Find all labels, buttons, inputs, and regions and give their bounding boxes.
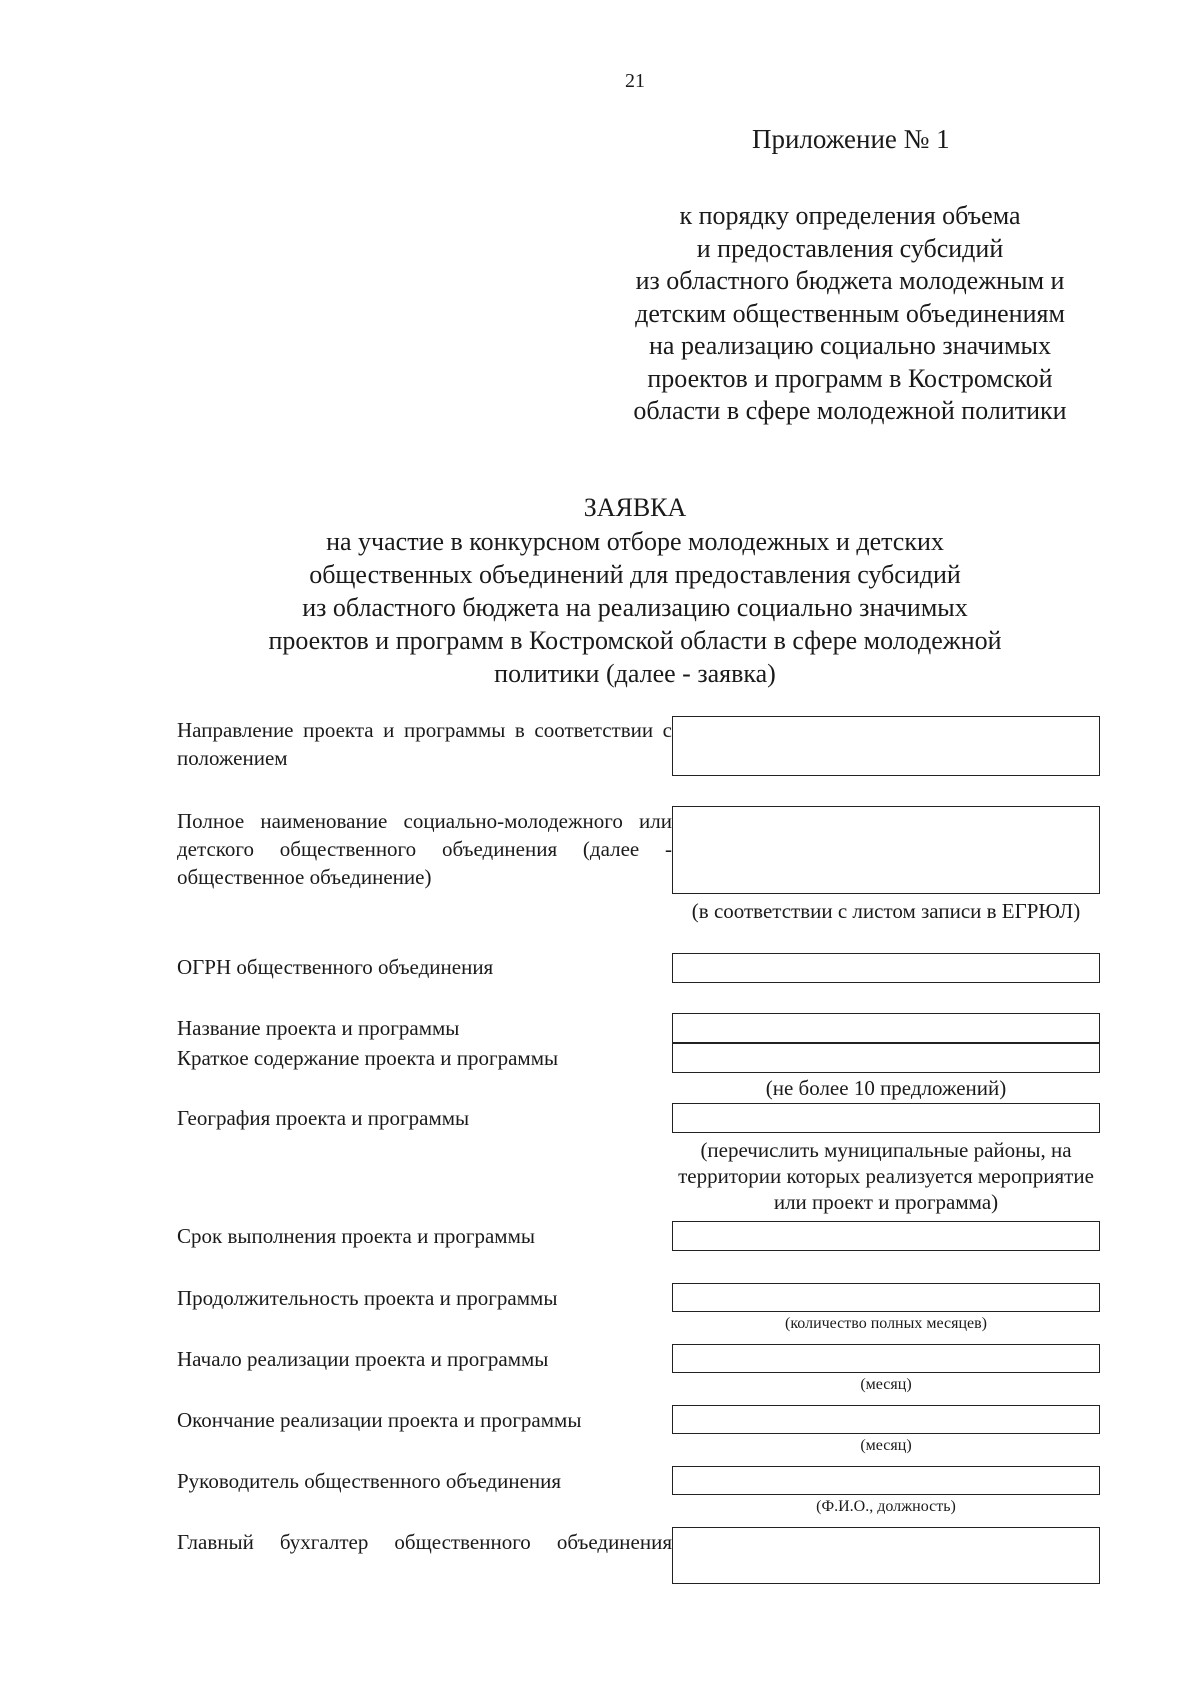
ogrn-field[interactable] bbox=[672, 953, 1100, 983]
appendix-subtitle-line: проектов и программ в Костромской bbox=[647, 363, 1053, 393]
form-description-line: общественных объединений для предоставления субсидий bbox=[309, 560, 961, 589]
full-name-field[interactable] bbox=[672, 806, 1100, 894]
appendix-subtitle-line: к порядку определения объема bbox=[679, 201, 1021, 230]
duration-field[interactable] bbox=[672, 1283, 1100, 1312]
form-description bbox=[200, 525, 1070, 690]
form-description-line: политики (далее - заявка) bbox=[494, 659, 776, 688]
ogrn-label: ОГРН общественного объединения bbox=[177, 955, 494, 979]
form-heading: ЗАЯВКА bbox=[583, 493, 687, 522]
end-hint: (месяц) bbox=[860, 1437, 912, 1454]
geography-field[interactable] bbox=[672, 1103, 1100, 1133]
end-label: Окончание реализации проекта и программы bbox=[177, 1408, 582, 1432]
start-hint: (месяц) bbox=[860, 1376, 912, 1393]
duration-hint: (количество полных месяцев) bbox=[785, 1315, 987, 1332]
full-name-hint: (в соответствии с листом записи в ЕГРЮЛ) bbox=[691, 899, 1081, 923]
form-description-line: из областного бюджета на реализацию социально значимых bbox=[302, 593, 968, 622]
accountant-field[interactable] bbox=[672, 1527, 1100, 1584]
head-field[interactable] bbox=[672, 1466, 1100, 1495]
appendix-subtitle bbox=[600, 200, 1100, 428]
end-field[interactable] bbox=[672, 1405, 1100, 1434]
full-name-label: Полное наименование социально-молодежного или детского общественного объединения (далее - общественное объединение) bbox=[177, 809, 672, 889]
summary-label: Краткое содержание проекта и программы bbox=[177, 1046, 559, 1070]
form-description-line: на участие в конкурсном отборе молодежных и детских bbox=[326, 527, 944, 556]
appendix-subtitle-line: детским общественным объединениям bbox=[635, 298, 1065, 328]
project-name-field[interactable] bbox=[672, 1013, 1100, 1043]
page-number: 21 bbox=[625, 70, 645, 92]
appendix-subtitle-line: на реализацию социально значимых bbox=[648, 331, 1051, 360]
appendix-title: Приложение № 1 bbox=[752, 124, 950, 154]
summary-hint: (не более 10 предложений) bbox=[765, 1076, 1007, 1100]
head-hint: (Ф.И.О., должность) bbox=[816, 1498, 956, 1515]
start-label: Начало реализации проекта и программы bbox=[177, 1347, 549, 1371]
duration-label: Продолжительность проекта и программы bbox=[177, 1286, 558, 1310]
term-label: Срок выполнения проекта и программы bbox=[177, 1224, 535, 1248]
head-label: Руководитель общественного объединения bbox=[177, 1469, 562, 1493]
direction-label: Направление проекта и программы в соответствии с положением bbox=[177, 718, 672, 770]
term-field[interactable] bbox=[672, 1221, 1100, 1251]
geography-label: География проекта и программы bbox=[177, 1106, 470, 1130]
appendix-subtitle-line: области в сфере молодежной политики bbox=[633, 396, 1067, 425]
appendix-subtitle-line: из областного бюджета молодежным и bbox=[635, 266, 1065, 295]
direction-field[interactable] bbox=[672, 716, 1100, 776]
project-name-label: Название проекта и программы bbox=[177, 1016, 460, 1040]
form-description-line: проектов и программ в Костромской области в сфере молодежной bbox=[268, 626, 1002, 655]
accountant-label: Главный бухгалтер общественного объединения bbox=[177, 1530, 672, 1554]
appendix-subtitle-line: и предоставления субсидий bbox=[696, 233, 1004, 263]
summary-field[interactable] bbox=[672, 1043, 1100, 1073]
geography-hint: (перечислить муниципальные районы, на территории которых реализуется мероприятие или проект и программа) bbox=[678, 1138, 1094, 1214]
start-field[interactable] bbox=[672, 1344, 1100, 1373]
